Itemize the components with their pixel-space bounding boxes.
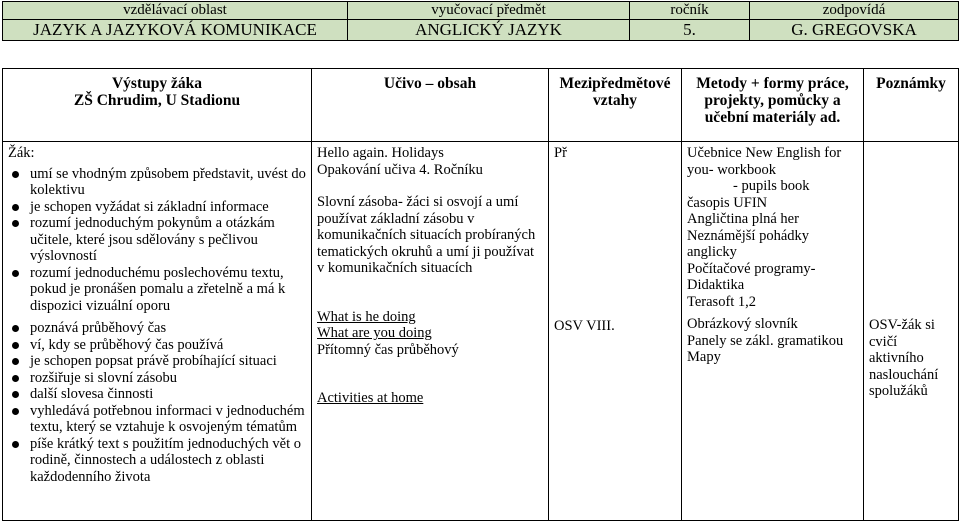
cross-second: OSV VIII. [554,317,615,334]
header-label-responsible: zodpovídá [750,2,959,20]
list-item: vyhledává potřebnou informaci v jednoduchém textu, který se vztahuje k osvojeným tématům [8,403,306,436]
list-item: rozumí jednoduchým pokynům a otázkám učitele, které jsou sdělovány s pečlivou výslovností [8,215,306,265]
outputs-cell [3,142,312,521]
methods-line: Mapy [687,349,721,365]
list-item: píše krátký text s použitím jednoduchých vět o rodině, činnostech a událostech z oblasti každodenního života [8,436,306,486]
methods-line: Počítačové programy- [687,260,816,277]
methods-line: you- workbook [687,161,777,178]
content-line: Opakování učiva 4. Ročníku [317,161,483,178]
header-label-area: vzdělávací oblast [3,2,348,20]
content-line: Přítomný čas průběhový [317,341,459,358]
curriculum-table [2,68,959,521]
methods-line: - pupils book [733,178,810,194]
list-item: ví, kdy se průběhový čas používá [8,337,306,354]
cross-first: Př [554,145,567,161]
col-header-content: Učivo – obsah [312,69,549,142]
header-value-responsible: G. GREGOVSKA [750,20,959,41]
outputs-intro: Žák: [8,145,35,161]
methods-line: Učebnice New English for [687,145,842,161]
notes-text: OSV-žák si cvičí aktivního naslouchání spolužáků [869,317,939,399]
methods-line: Angličtina plná her [687,211,799,227]
content-line: Hello again. Holidays [317,145,444,161]
list-item: je schopen popsat právě probíhající situaci [8,353,306,370]
methods-cell [682,142,864,521]
list-item: další slovesa činnosti [8,386,306,403]
methods-line: Neznámější pohádky [687,227,810,244]
methods-line: Terasoft 1,2 [687,293,757,310]
list-item: je schopen vyžádat si základní informace [8,199,306,216]
content-line: What are you doing [317,325,432,341]
notes-cell [864,142,959,521]
methods-line: Obrázkový slovník [687,316,798,332]
list-item: rozumí jednoduchému poslechovému textu, pokud je pronášen pomalu a zřetelně a má k dispozici vizuální oporu [8,265,306,315]
list-item: umí se vhodným způsobem představit, uvést do kolektivu [8,166,306,199]
content-cell [312,142,549,521]
cross-cell [549,142,682,521]
col-header-methods: Metody + formy práce, projekty, pomůcky a učební materiály ad. [682,69,864,142]
methods-line: časopis UFIN [687,194,768,211]
col-header-outputs: Výstupy žáka ZŠ Chrudim, U Stadionu [3,69,312,142]
header-table [2,1,959,41]
methods-line: anglicky [687,244,737,260]
list-item: poznává průběhový čas [8,320,306,337]
header-label-subject: vyučovací předmět [348,2,630,20]
outputs-list [8,166,306,486]
header-label-grade: ročník [630,2,750,20]
header-value-subject: ANGLICKÝ JAZYK [348,20,630,41]
header-value-grade: 5. [630,20,750,41]
header-value-area: JAZYK A JAZYKOVÁ KOMUNIKACE [3,20,348,41]
content-line: What is he doing [317,308,416,325]
methods-line: Panely se zákl. gramatikou [687,332,844,349]
col-header-notes: Poznámky [864,69,959,142]
col-header-cross: Mezipředmětové vztahy [549,69,682,142]
list-item: rozšiřuje si slovní zásobu [8,370,306,387]
content-line: Activities at home [317,390,424,406]
methods-line: Didaktika [687,277,745,293]
content-paragraph: Slovní zásoba- žáci si osvojí a umí používat základní zásobu v komunikačních situacích probíraných tematických okruhů a umí ji používat v komunikačních situacích [317,194,536,276]
